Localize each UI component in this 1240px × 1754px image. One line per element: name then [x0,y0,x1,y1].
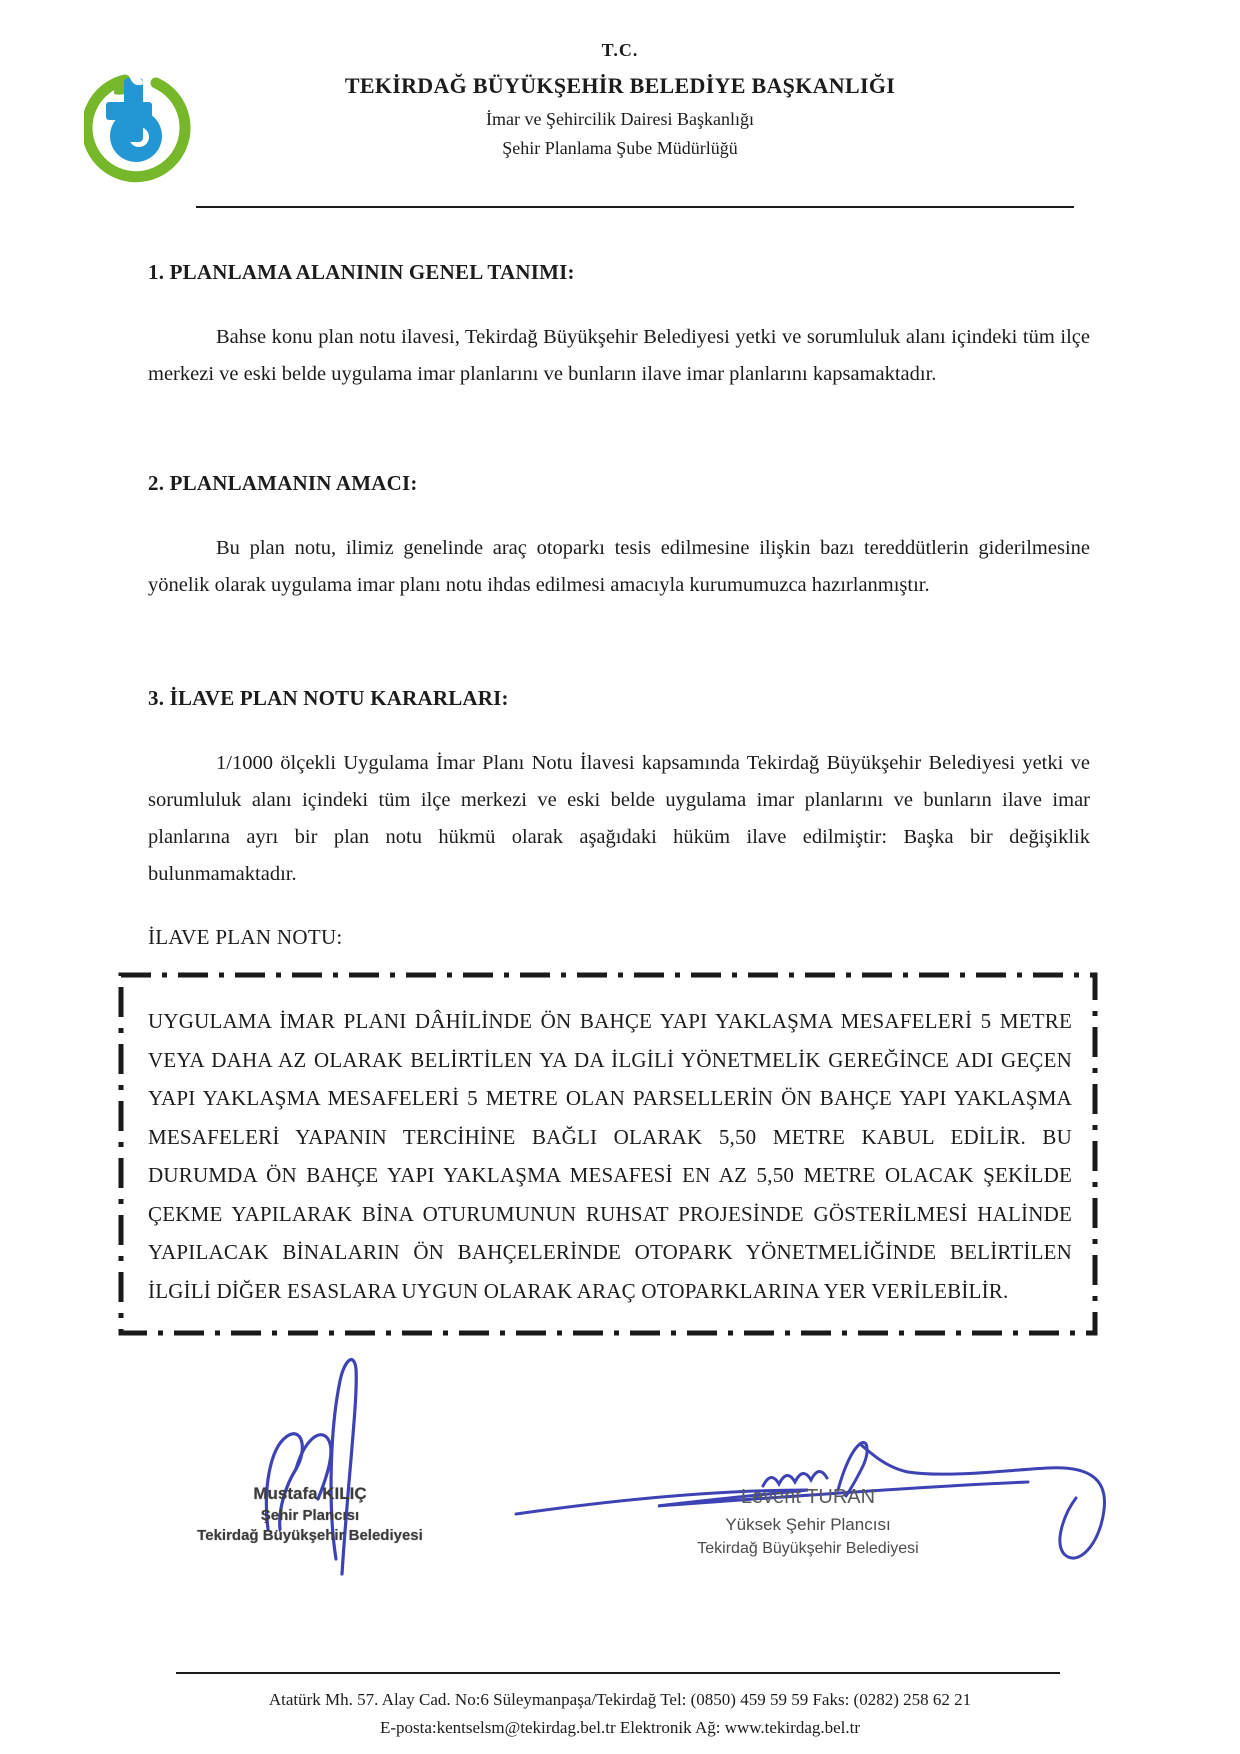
signer-name: Mustafa KILIÇ [253,1484,367,1503]
section-2-heading: 2. PLANLAMANIN AMACI: [148,471,418,495]
department-name: İmar ve Şehircilik Dairesi Başkanlığı [486,109,754,129]
signer-org: Tekirdağ Büyükşehir Belediyesi [197,1527,423,1544]
plan-note-box [118,972,1098,1336]
signature-ink-left-icon [208,1329,428,1589]
section-3-heading: 3. İLAVE PLAN NOTU KARARLARI: [148,686,509,710]
section-1-heading: 1. PLANLAMA ALANININ GENEL TANIMI: [148,260,575,284]
header-divider [196,206,1074,208]
footer [0,1686,1240,1742]
plan-note-label: İLAVE PLAN NOTU: [148,925,343,949]
document-body [148,240,1090,1694]
section-2-paragraph: Bu plan notu, ilimiz genelinde araç otoparkı tesis edilmesine ilişkin bazı tereddütlerin giderilmesine yönelik olarak uygulama imar planı notu ihdas edilmesi amacıyla kurumumuzca hazırlanmıştır. [148,537,1090,596]
footer-address-line: Atatürk Mh. 57. Alay Cad. No:6 Süleymanpaşa/Tekirdağ Tel: (0850) 459 59 59 Faks: (0282) 258 62 21 [268,1690,972,1709]
signer-name: Levent TURAN [740,1486,876,1508]
signature-block-levent-turan [618,1486,998,1558]
organization-name: TEKİRDAĞ BÜYÜKŞEHİR BELEDİYE BAŞKANLIĞI [344,73,896,98]
republic-label: T.C. [601,40,639,60]
signature-area [148,1364,1090,1694]
footer-divider [176,1672,1060,1674]
footer-contact-line: E-posta:kentselsm@tekirdag.bel.tr Elektronik Ağ: www.tekirdag.bel.tr [379,1718,861,1737]
section-1-paragraph: Bahse konu plan notu ilavesi, Tekirdağ Büyükşehir Belediyesi yetki ve sorumluluk alanı içindeki tüm ilçe merkezi ve eski belde uygulama imar planlarını ve bunların ilave imar planlarını kapsamaktadır. [148,326,1090,385]
letterhead [0,40,1240,159]
section-3-paragraph: 1/1000 ölçekli Uygulama İmar Planı Notu İlavesi kapsamında Tekirdağ Büyükşehir Belediyesi yetki ve sorumluluk alanı içindeki tüm ilçe merkezi ve eski belde uygulama imar planlarını ve bunların ilave imar planlarına ayrı bir plan notu hükmü olarak aşağıdaki hüküm ilave edilmiştir: Başka bir değişiklik bulunmamaktadır. [148,752,1090,885]
plan-note-text: UYGULAMA İMAR PLANI DÂHİLİNDE ÖN BAHÇE YAPI YAKLAŞMA MESAFELERİ 5 METRE VEYA DAHA AZ OLARAK BELİRTİLEN YA DA İLGİLİ YÖNETMELİK GEREĞİNCE ADI GEÇEN YAPI YAKLAŞMA MESAFELERİ 5 METRE OLAN PARSELLERİN ÖN BAHÇE YAPI YAKLAŞMA MESAFELERİ YAPANIN TERCİHİNE BAĞLI OLARAK 5,50 METRE KABUL EDİLİR. BU DURUMDA ÖN BAHÇE YAPI YAKLAŞMA MESAFESİ EN AZ 5,50 METRE OLACAK ŞEKİLDE ÇEKME YAPILARAK BİNA OTURUMUNUN RUHSAT PROJESİNDE GÖSTERİLMESİ HALİNDE YAPILACAK BİNALARIN ÖN BAHÇELERİNDE OTOPARK YÖNETMELİĞİNDE BELİRTİLEN İLGİLİ DİĞER ESASLARA UYGUN OLARAK ARAÇ OTOPARKLARINA YER VERİLEBİLİR. [148,1009,1072,1303]
signature-block-mustafa-kilic [160,1484,460,1544]
signer-title: Şehir Plancısı [260,1507,360,1524]
signer-title: Yüksek Şehir Plancısı [725,1515,891,1534]
signer-org: Tekirdağ Büyükşehir Belediyesi [697,1540,919,1557]
unit-name: Şehir Planlama Şube Müdürlüğü [502,138,738,158]
